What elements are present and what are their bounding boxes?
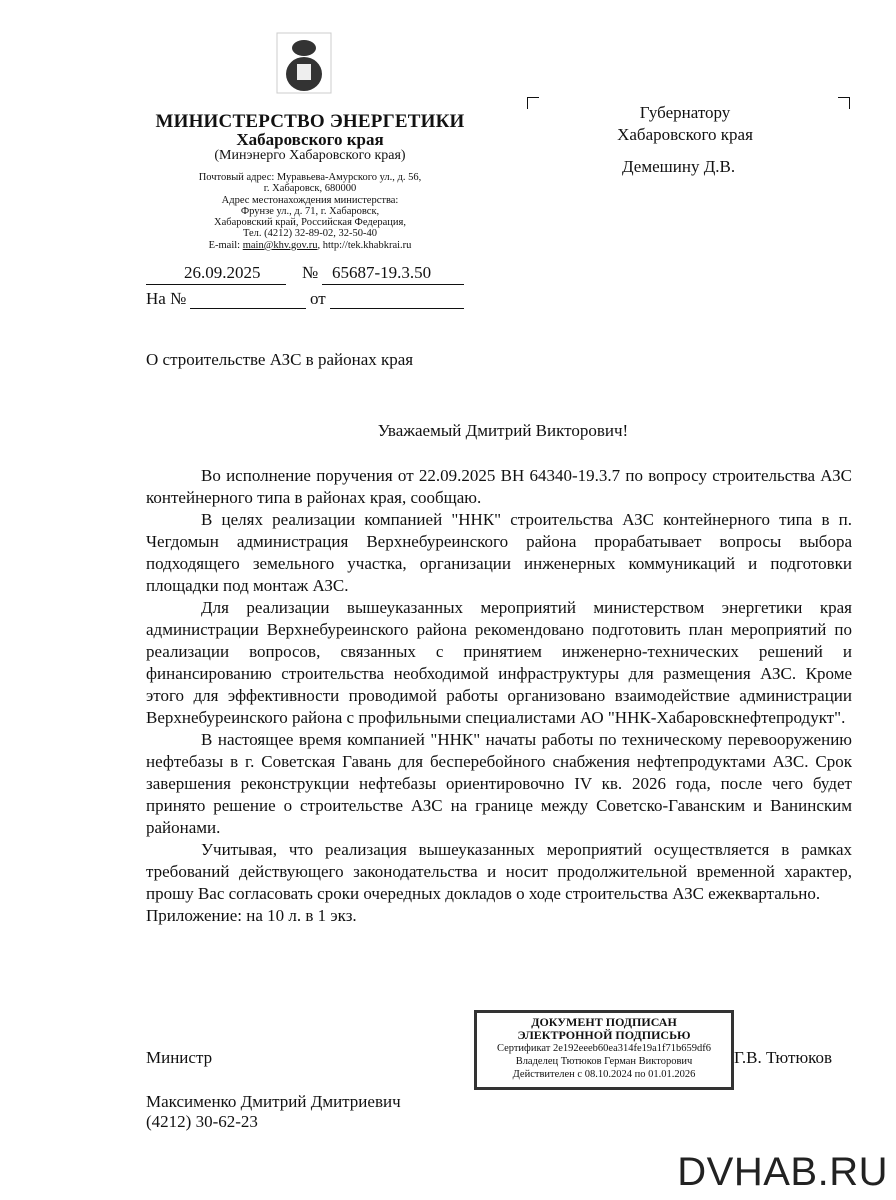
doc-date: 26.09.2025 xyxy=(184,263,261,282)
recipient-title xyxy=(600,102,770,146)
greeting: Уважаемый Дмитрий Викторович! xyxy=(377,421,629,440)
stamp-title: ЭЛЕКТРОННОЙ ПОДПИСЬЮ xyxy=(517,1028,691,1042)
paragraph: Учитывая, что реализация вышеуказанных мероприятий осуществляется в рамках требований действующего законодательства и носит продолжительной временной характер, прошу Вас согласовать сроки очередных докладов о ходе строительства АЗС ежеквартально. xyxy=(146,840,852,903)
doc-number-label: № xyxy=(302,263,319,282)
address-line: г. Хабаровск, 680000 xyxy=(263,183,357,195)
attachment: Приложение: на 10 л. в 1 экз. xyxy=(146,906,357,925)
stamp-certificate: Сертификат 2e192eeeb60ea314fe19a1f71b659df6 xyxy=(496,1043,712,1054)
address-line: Адрес местонахождения министерства: xyxy=(221,194,399,206)
paragraph: В настоящее время компанией "ННК" начаты работы по техническому перевооружению нефтебазы в г. Советская Гавань для бесперебойного снабжения нефтепродуктами АЗС. Срок завершения реконструкции нефтебазы ориентировочно IV кв. 2026 года, после чего будет принято решение о строительстве АЗС на границе между Советско-Гаванским и Ванинским районами. xyxy=(146,730,852,837)
recipient-line: Хабаровского края xyxy=(617,125,753,144)
ref-number-label: На № xyxy=(146,289,187,308)
ministry-name: МИНИСТЕРСТВО ЭНЕРГЕТИКИ xyxy=(155,111,465,132)
email-label: E-mail: xyxy=(208,239,243,251)
ministry-region: Хабаровского края xyxy=(236,130,384,149)
stamp-title: ДОКУМЕНТ ПОДПИСАН xyxy=(531,1015,677,1029)
coat-of-arms-icon xyxy=(276,32,332,100)
signer-name: Г.В. Тютюков xyxy=(734,1048,833,1067)
address-line: Хабаровский край, Российская Федерация, xyxy=(214,217,406,229)
executor xyxy=(146,1092,401,1132)
email-link[interactable]: main@khv.gov.ru xyxy=(242,239,318,251)
paragraph: В целях реализации компанией "ННК" строительства АЗС контейнерного типа в п. Чегдомын администрация Верхнебуреинского района прорабатывает вопросы выбора подходящего земельного участка, организации инженерных коммуникаций и подготовки площадки под монтаж АЗС. xyxy=(146,510,852,595)
e-signature-stamp xyxy=(474,1010,734,1090)
address-line: Тел. (4212) 32-89-02, 32-50-40 xyxy=(242,228,378,240)
stamp-validity: Действителен с 08.10.2024 по 01.01.2026 xyxy=(512,1069,696,1080)
paragraph: Для реализации вышеуказанных мероприятий министерством энергетики края администрации Верхнебуреинского района рекомендовано подготовить план мероприятий по реализации вопросов, связанных с принятием инженерно-технических решений и финансированию строительства необходимой инфраструктуры для размещения АЗС. Кроме этого для эффективности проводимой работы организовано взаимодействие администрации Верхнебуреинского района с профильными специалистами АО "ННК-Хабаровскнефтепродукт". xyxy=(146,598,852,727)
website: , http://tek.khabkrai.ru xyxy=(317,239,412,251)
recipient-name: Демешину Д.В. xyxy=(622,157,736,176)
executor-name: Максименко Дмитрий Дмитриевич xyxy=(146,1092,401,1111)
doc-number: 65687-19.3.50 xyxy=(332,263,432,282)
address-line: Почтовый адрес: Муравьева-Амурского ул., д. 56, xyxy=(198,172,422,183)
ministry-address xyxy=(140,172,480,251)
watermark: DVHAB.RU xyxy=(677,1150,888,1194)
recipient-line: Губернатору xyxy=(639,103,731,122)
stamp-owner: Владелец Тютюков Герман Викторович xyxy=(515,1056,693,1067)
paragraph: Во исполнение поручения от 22.09.2025 ВН 64340-19.3.7 по вопросу строительства АЗС контейнерного типа в районах края, сообщаю. xyxy=(146,466,852,507)
letter-body xyxy=(146,465,852,927)
ministry-short-name: (Минэнерго Хабаровского края) xyxy=(214,148,406,163)
subject: О строительстве АЗС в районах края xyxy=(146,350,414,369)
executor-phone: (4212) 30-62-23 xyxy=(146,1112,258,1131)
address-line: Фрунзе ул., д. 71, г. Хабаровск, xyxy=(240,205,380,217)
ref-from-label: от xyxy=(310,289,326,308)
signer-position: Министр xyxy=(146,1048,213,1067)
